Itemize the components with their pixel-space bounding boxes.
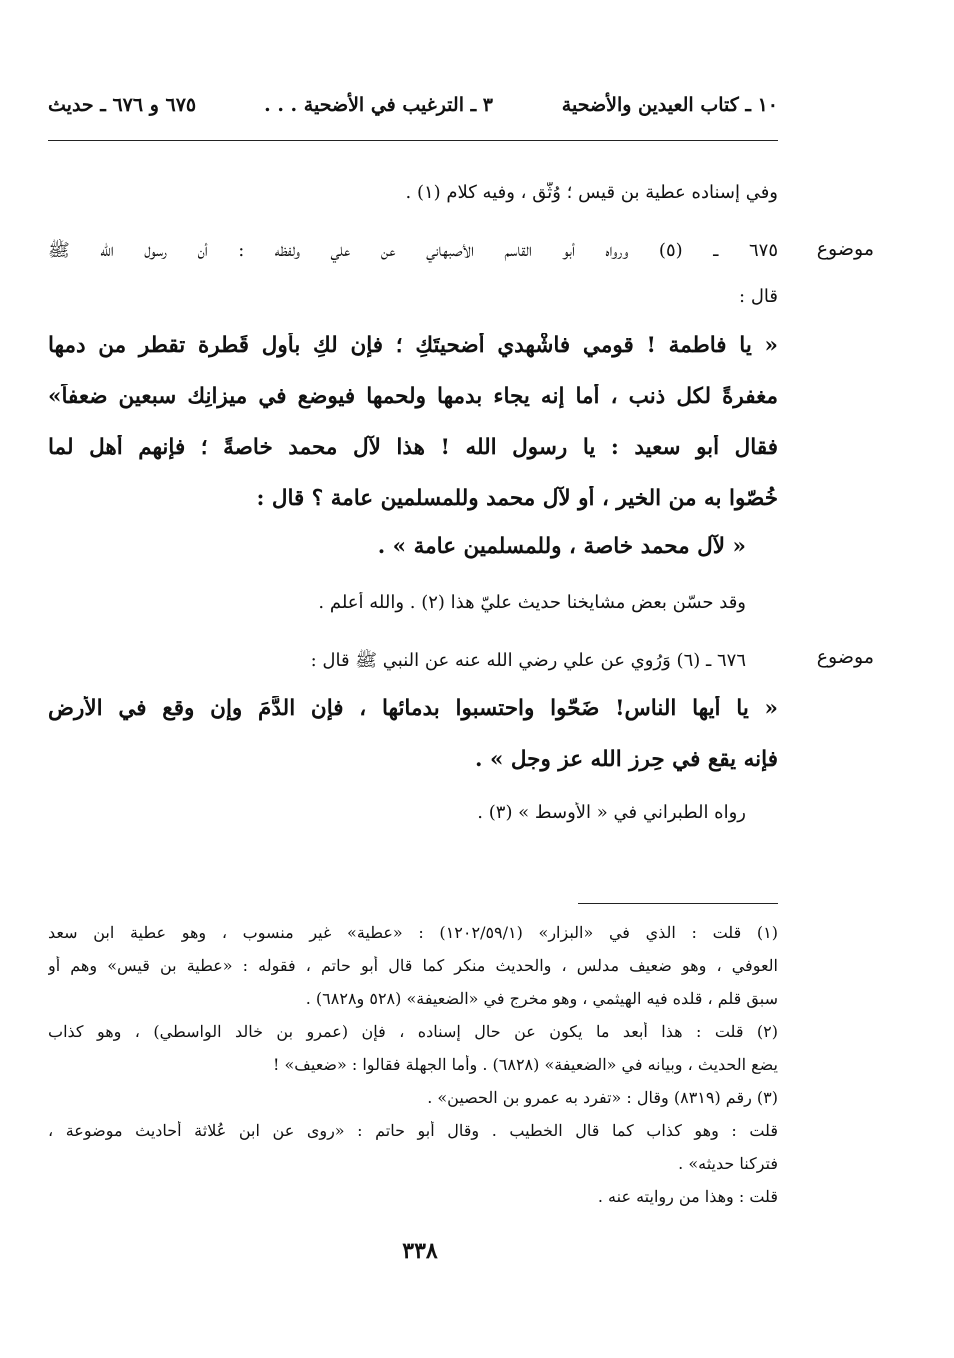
hadith-675-text-4: خُصّوا به من الخير ، أَو لآل محمد وللمسلمين عامة ؟ قال : xyxy=(256,486,778,511)
footnote-3-line-3: فتركنا حديثه» . xyxy=(678,1154,778,1173)
header-rule xyxy=(48,140,778,141)
footnote-1-line-3: سبق قلم ، قلده فيه الهيثمي ، وهو مخرج في «الضعيفة» (٥٢٨ و٦٨٢٨) . xyxy=(305,989,778,1008)
hadith-675-text-5: « لآل محمد خاصة ، وللمسلمين عامة » . xyxy=(377,534,746,559)
footnote-3-line-4: قلت : وهذا من روايته عنه . xyxy=(597,1187,778,1206)
footnote-2-line-2: يضع الحديث ، وبيانه في «الضعيفة» (٦٨٢٨) . وأما الجهلة فقالوا : «ضعيف» ! xyxy=(273,1055,778,1074)
body-line-1: وفي إسناده عطية بن قيس ؛ وُثّق ، وفيه كلام (١) . xyxy=(405,182,778,203)
page-number: ٣٣٨ xyxy=(402,1238,438,1264)
margin-grade-2: موضوع xyxy=(816,646,874,668)
header-hadith-numbers: ٦٧٥ و ٦٧٦ ـ حديث xyxy=(48,94,197,116)
hadith-675-text-3: فقال أبو سعيد : يا رسول الله ! هذا لآل محمد خاصةً ؛ فإنهم أهل لما xyxy=(48,435,778,460)
hadith-676-text-2: فإنه يقع في حِرز الله عز وجل » . xyxy=(475,747,778,772)
hadith-675-text-2: مغفرةً لكل ذنب ، أما إنه يجاء بدمها ولحمها فيوضع في ميزانِك سبعين ضعفاً» xyxy=(48,384,778,409)
grading-note: وقد حسّن بعض مشايخنا حديث عليّ هذا (٢) . والله أعلم . xyxy=(318,592,746,613)
hadith-676-text-1: « يا أيها الناس! ضَحّوا واحتسبوا بدمائها ، فإن الدَّمَ وإن وقع في الأرض xyxy=(48,696,778,721)
header-chapter: ١٠ ـ كتاب العيدين والأضحية xyxy=(561,94,778,116)
footnote-1-line-1: (١) قلت : الذي في «البزار» (١٢٠٢/٥٩/١) : «عطية» غير منسوب ، وهو عطية ابن سعد xyxy=(48,923,778,942)
footnote-2-line-1: (٢) قلت : هذا أبعد ما يكون عن حال إسناده ، فإن (عمرو بن خالد الواسطي) ، وهو كذاب xyxy=(48,1022,778,1041)
footnote-rule xyxy=(578,903,778,904)
header-section: ٣ ـ الترغيب في الأضحية . . . xyxy=(264,94,493,116)
footnote-3-line-2: قلت : وهو كذاب كما قال الخطيب . وقال أبو حاتم : «روى عن ابن عُلاثة أحاديث موضوعة ، xyxy=(48,1121,778,1140)
hadith-675-line-1: ٦٧٥ ـ (٥) ورواه أبو القاسم الأصبهاني عن علي ولفظه : أن رسول الله ﷺ xyxy=(48,240,778,261)
margin-grade-1: موضوع xyxy=(816,238,874,260)
hadith-675-line-2: قال : xyxy=(739,286,778,307)
hadith-676-line-1: ٦٧٦ ـ (٦) وَرُوي عن علي رضي الله عنه عن النبي ﷺ قال : xyxy=(310,650,746,671)
source-note: رواه الطبراني في « الأوسط » (٣) . xyxy=(477,802,746,823)
running-header xyxy=(48,94,778,124)
footnote-1-line-2: العوفي ، وهو ضعيف مدلس ، والحديث منكر كما قال أبو حاتم ، فقوله : «عطية بن قيس» وهم أو xyxy=(48,956,778,975)
footnote-3-line-1: (٣) رقم (٨٣١٩) وقال : «تفرد به عمرو بن الحصين» . xyxy=(427,1088,778,1107)
hadith-675-text-1: « يا فاطمة ! قومي فاشْهدي أُضحيتَكِ ؛ فإن لكِ بأَول قَطرة تقطر من دمها xyxy=(48,333,778,358)
